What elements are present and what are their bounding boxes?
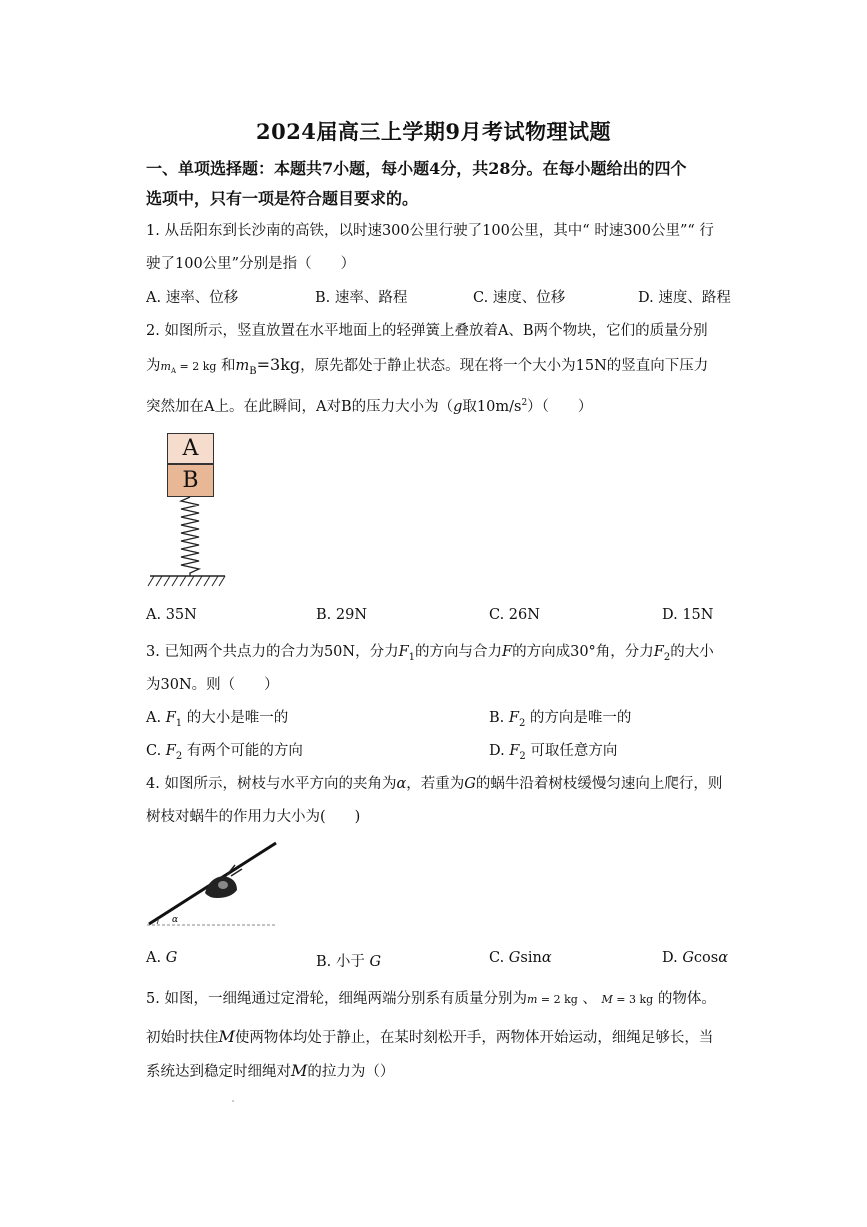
q4-option-a[interactable]: A. G bbox=[146, 950, 178, 966]
q2-stem-line2: 为$m_A = 2$ kg 和$m_B=3kg$，原先都处于静止状态。现在将一个大小为15N的竖直向下压力 bbox=[146, 355, 709, 377]
q3-stem-line2: 为30N。则（ ） bbox=[146, 677, 279, 693]
q2-option-d[interactable]: D. 15N bbox=[662, 607, 714, 623]
q2-option-b[interactable]: B. 29N bbox=[316, 607, 368, 623]
q2-stem-line3: 突然加在A上。在此瞬间，A对B的压力大小为（g取$10m/s^2$）（ ） bbox=[146, 398, 593, 415]
block-a: A bbox=[167, 433, 214, 464]
section-header-line2: 选项中，只有一项是符合题目要求的。 bbox=[146, 189, 419, 208]
q2-stem-line1: 2. 如图所示，竖直放置在水平地面上的轻弹簧上叠放着A、B两个物块，它们的质量分别 bbox=[146, 323, 708, 339]
q3-option-b[interactable]: B. $F_2$ 的方向是唯一的 bbox=[489, 710, 632, 729]
q4-option-c[interactable]: C. Gsinα bbox=[489, 950, 552, 966]
block-b: B bbox=[167, 464, 214, 497]
q2-figure bbox=[145, 430, 235, 590]
q4-option-d[interactable]: D. Gcosα bbox=[662, 950, 729, 966]
q5-stem-line3: 系统达到稳定时细绳对M的拉力为（） bbox=[146, 1061, 395, 1080]
snail-branch-figure bbox=[143, 838, 283, 933]
q3-option-c[interactable]: C. $F_2$ 有两个可能的方向 bbox=[146, 743, 303, 762]
q1-option-d[interactable]: D. 速度、路程 bbox=[638, 290, 731, 306]
q1-stem-line2: 驶了100公里”分别是指（ ） bbox=[146, 256, 356, 272]
q5-stem-line1: 5. 如图，一细绳通过定滑轮，细绳两端分别系有质量分别为m = 2 kg 、 M = 3 kg 的物体。 bbox=[146, 991, 716, 1007]
svg-text:α: α bbox=[172, 915, 179, 925]
q2-option-c[interactable]: C. 26N bbox=[489, 607, 540, 623]
page-title: 2024届高三上学期9月考试物理试题 bbox=[255, 119, 612, 144]
q1-option-b[interactable]: B. 速率、路程 bbox=[315, 290, 408, 306]
q1-option-a[interactable]: A. 速率、位移 bbox=[146, 290, 239, 306]
section-header-line1: 一、单项选择题：本题共7小题，每小题4分，共28分。在每小题给出的四个 bbox=[146, 159, 687, 178]
spring-icon bbox=[145, 430, 235, 590]
q5-stem-line2: 初始时扶住M使两物体均处于静止，在某时刻松开手，两物体开始运动，细绳足够长，当 bbox=[146, 1027, 714, 1046]
q1-option-c[interactable]: C. 速度、位移 bbox=[473, 290, 566, 306]
q4-option-b[interactable]: B. 小于 G bbox=[316, 954, 382, 970]
q3-option-a[interactable]: A. $F_1$ 的大小是唯一的 bbox=[146, 710, 289, 729]
q1-stem-line1: 1. 从岳阳东到长沙南的高铁，以时速300公里行驶了100公里，其中“ 时速300公里”“ 行 bbox=[146, 223, 714, 239]
q3-option-d[interactable]: D. $F_2$ 可取任意方向 bbox=[489, 743, 618, 762]
q4-stem-line1: 4. 如图所示，树枝与水平方向的夹角为α，若重为G的蜗牛沿着树枝缓慢匀速向上爬行，则 bbox=[146, 776, 723, 792]
q2-option-a[interactable]: A. 35N bbox=[146, 607, 197, 623]
q4-stem-line2: 树枝对蜗牛的作用力大小为( ) bbox=[146, 809, 361, 825]
q3-stem-line1: 3. 已知两个共点力的合力为50N，分力$F_1$的方向与合力F的方向成30°角，分力$F_2$的大小 bbox=[146, 644, 714, 663]
q5-figure-placeholder bbox=[232, 1100, 234, 1102]
